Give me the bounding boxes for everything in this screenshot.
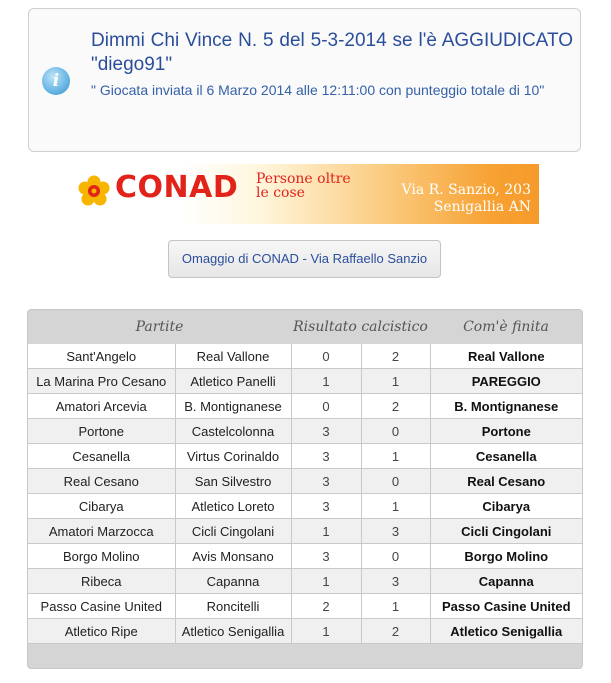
away-team: Atletico Loreto — [175, 494, 291, 519]
home-goals: 3 — [291, 444, 361, 469]
away-team: Capanna — [175, 569, 291, 594]
home-goals: 3 — [291, 494, 361, 519]
home-goals: 3 — [291, 419, 361, 444]
away-goals: 1 — [361, 494, 430, 519]
home-team: Sant'Angelo — [28, 344, 175, 369]
table-row — [28, 494, 582, 519]
home-team: Amatori Marzocca — [28, 519, 175, 544]
away-team: Virtus Corinaldo — [175, 444, 291, 469]
away-goals: 0 — [361, 469, 430, 494]
away-goals: 1 — [361, 594, 430, 619]
home-goals: 2 — [291, 594, 361, 619]
away-team: Roncitelli — [175, 594, 291, 619]
match-outcome: Borgo Molino — [430, 544, 582, 569]
away-team: Real Vallone — [175, 344, 291, 369]
home-goals: 3 — [291, 469, 361, 494]
home-team: Cesanella — [28, 444, 175, 469]
home-team: Atletico Ripe — [28, 619, 175, 644]
away-goals: 0 — [361, 544, 430, 569]
home-team: Borgo Molino — [28, 544, 175, 569]
table-row — [28, 444, 582, 469]
table-row — [28, 594, 582, 619]
away-team: San Silvestro — [175, 469, 291, 494]
away-goals: 3 — [361, 519, 430, 544]
home-team: Real Cesano — [28, 469, 175, 494]
match-outcome: B. Montignanese — [430, 394, 582, 419]
table-row — [28, 544, 582, 569]
notice-subtitle: " Giocata inviata il 6 Marzo 2014 alle 12:11:00 con punteggio totale di 10" — [91, 82, 545, 98]
table-row — [28, 369, 582, 394]
table-footer — [28, 644, 582, 668]
match-outcome: Passo Casine United — [430, 594, 582, 619]
award-notice — [28, 8, 581, 152]
away-team: Castelcolonna — [175, 419, 291, 444]
home-team: La Marina Pro Cesano — [28, 369, 175, 394]
table-row — [28, 469, 582, 494]
notice-title: Dimmi Chi Vince N. 5 del 5-3-2014 se l'è AGGIUDICATO "diego91" — [91, 30, 573, 75]
home-goals: 1 — [291, 369, 361, 394]
conad-logo-text: CONAD — [115, 170, 239, 205]
home-goals: 1 — [291, 569, 361, 594]
home-team: Ribeca — [28, 569, 175, 594]
away-goals: 0 — [361, 419, 430, 444]
away-team: Cicli Cingolani — [175, 519, 291, 544]
header-score: Risultato calcistico — [291, 310, 430, 344]
header-matches: Partite — [28, 310, 291, 344]
match-outcome: Cicli Cingolani — [430, 519, 582, 544]
match-outcome: PAREGGIO — [430, 369, 582, 394]
table-row — [28, 419, 582, 444]
table-row — [28, 619, 582, 644]
conad-flower-icon — [77, 174, 111, 208]
match-outcome: Cibarya — [430, 494, 582, 519]
conad-tagline: Persone oltre le cose — [256, 171, 351, 201]
match-outcome: Portone — [430, 419, 582, 444]
match-outcome: Cesanella — [430, 444, 582, 469]
away-team: Avis Monsano — [175, 544, 291, 569]
away-team: B. Montignanese — [175, 394, 291, 419]
table-row — [28, 569, 582, 594]
away-team: Atletico Panelli — [175, 369, 291, 394]
match-outcome: Real Cesano — [430, 469, 582, 494]
home-team: Cibarya — [28, 494, 175, 519]
away-goals: 1 — [361, 444, 430, 469]
store-address: Via R. Sanzio, 203 Senigallia AN — [401, 182, 531, 215]
home-team: Portone — [28, 419, 175, 444]
home-team: Amatori Arcevia — [28, 394, 175, 419]
table-row — [28, 394, 582, 419]
header-outcome: Com'è finita — [430, 310, 582, 344]
home-goals: 1 — [291, 619, 361, 644]
away-goals: 2 — [361, 394, 430, 419]
match-outcome: Capanna — [430, 569, 582, 594]
sponsor-button[interactable]: Omaggio di CONAD - Via Raffaello Sanzio — [168, 240, 441, 278]
info-icon: i — [42, 67, 70, 95]
home-goals: 0 — [291, 344, 361, 369]
away-goals: 2 — [361, 619, 430, 644]
home-goals: 1 — [291, 519, 361, 544]
table-row — [28, 344, 582, 369]
away-team: Atletico Senigallia — [175, 619, 291, 644]
table-row — [28, 519, 582, 544]
match-outcome: Real Vallone — [430, 344, 582, 369]
results-table — [27, 309, 583, 669]
home-goals: 3 — [291, 544, 361, 569]
away-goals: 2 — [361, 344, 430, 369]
away-goals: 3 — [361, 569, 430, 594]
away-goals: 1 — [361, 369, 430, 394]
conad-banner[interactable] — [71, 164, 539, 224]
home-goals: 0 — [291, 394, 361, 419]
match-outcome: Atletico Senigallia — [430, 619, 582, 644]
home-team: Passo Casine United — [28, 594, 175, 619]
